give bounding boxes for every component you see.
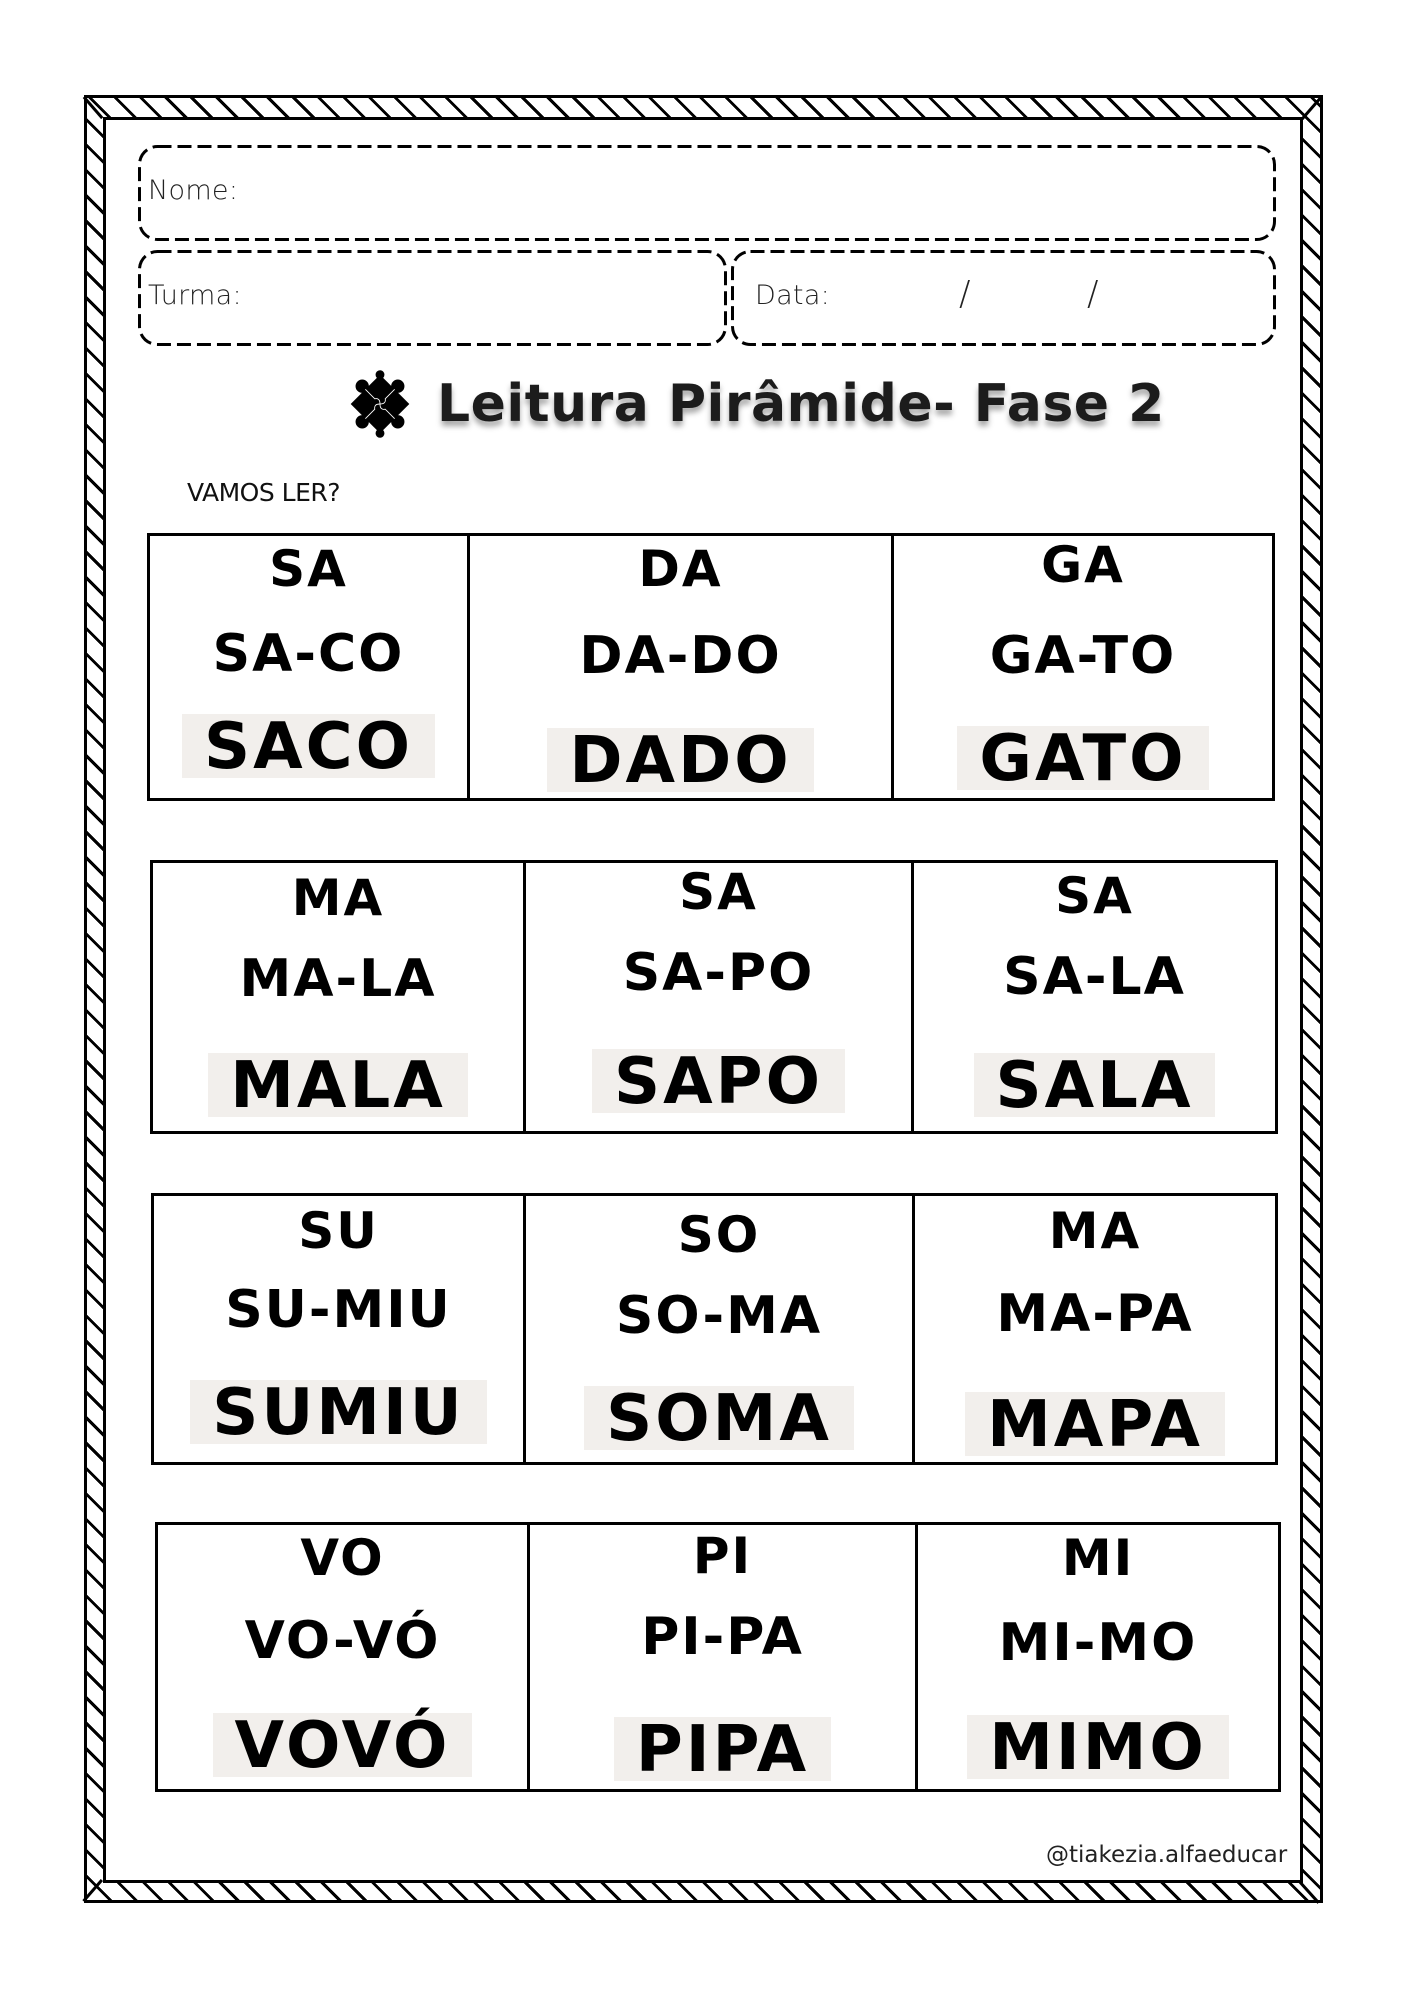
- word-wrap: [915, 1388, 1275, 1462]
- reading-cell: [153, 863, 526, 1131]
- page-title: [343, 362, 1165, 446]
- word-wrap: [918, 1711, 1278, 1785]
- syllable-split: DA-DO: [579, 626, 782, 686]
- name-label: Nome:: [148, 175, 239, 206]
- full-word: MALA: [208, 1053, 468, 1117]
- reading-cell: [914, 863, 1275, 1131]
- date-separator-month-year: /: [1087, 274, 1099, 314]
- full-word: SOMA: [584, 1386, 854, 1450]
- full-word: VOVÓ: [213, 1713, 473, 1777]
- word-wrap: [914, 1049, 1275, 1123]
- reading-cell: [894, 536, 1272, 798]
- syllable-split: VO-VÓ: [244, 1611, 441, 1671]
- puzzle-icon: [343, 366, 417, 442]
- full-word: SALA: [974, 1053, 1216, 1117]
- syllable: SO: [677, 1206, 761, 1264]
- date-separator-day-month: /: [959, 274, 971, 314]
- reading-cell: [526, 1196, 915, 1462]
- full-word: MIMO: [967, 1715, 1229, 1779]
- full-word: GATO: [957, 726, 1208, 790]
- reading-cell: [915, 1196, 1275, 1462]
- reading-cell: [918, 1525, 1278, 1789]
- title-text: Leitura Pirâmide- Fase 2: [437, 374, 1165, 434]
- word-wrap: [894, 722, 1272, 796]
- author-credit: @tiakezia.alfaeducar: [1046, 1842, 1288, 1868]
- full-word: MAPA: [965, 1392, 1225, 1456]
- syllable: MI: [1061, 1529, 1135, 1587]
- class-label: Turma:: [148, 280, 242, 311]
- word-wrap: [526, 1382, 912, 1456]
- syllable: GA: [1041, 536, 1125, 594]
- instruction-text: VAMOS LER?: [187, 478, 341, 507]
- word-wrap: [158, 1709, 527, 1783]
- word-wrap: [470, 724, 891, 798]
- name-field[interactable]: [138, 145, 1276, 241]
- reading-table-3: [151, 1193, 1278, 1465]
- word-wrap: [530, 1713, 915, 1787]
- syllable: MA: [291, 869, 385, 927]
- syllable: DA: [638, 540, 723, 598]
- reading-table-2: [150, 860, 1278, 1134]
- syllable: SA: [1055, 867, 1134, 925]
- full-word: SUMIU: [190, 1380, 487, 1444]
- syllable-split: SU-MIU: [225, 1280, 452, 1340]
- syllable-split: SA-CO: [212, 624, 405, 684]
- word-wrap: [526, 1045, 911, 1119]
- dashed-border: [138, 145, 1276, 241]
- syllable-split: SA-PO: [622, 943, 815, 1003]
- syllable-split: MI-MO: [998, 1613, 1198, 1673]
- syllable-split: MA-PA: [996, 1284, 1194, 1344]
- syllable-split: GA-TO: [989, 626, 1177, 686]
- class-field[interactable]: [138, 250, 727, 346]
- syllable: SA: [269, 540, 348, 598]
- full-word: PIPA: [614, 1717, 831, 1781]
- reading-cell: [530, 1525, 918, 1789]
- word-wrap: [153, 1049, 523, 1123]
- syllable: SU: [298, 1202, 379, 1260]
- date-label: Data:: [755, 280, 831, 311]
- reading-cell: [154, 1196, 526, 1462]
- syllable: MA: [1048, 1202, 1142, 1260]
- reading-cell: [158, 1525, 530, 1789]
- date-field[interactable]: [731, 250, 1276, 346]
- syllable-split: SO-MA: [615, 1286, 823, 1346]
- word-wrap: [154, 1376, 523, 1450]
- reading-cell: [150, 536, 470, 798]
- reading-cell: [526, 863, 914, 1131]
- syllable-split: PI-PA: [641, 1607, 804, 1667]
- word-wrap: [150, 710, 467, 784]
- syllable: SA: [679, 863, 758, 921]
- reading-table-4: [155, 1522, 1281, 1792]
- full-word: DADO: [547, 728, 813, 792]
- full-word: SACO: [182, 714, 435, 778]
- syllable: PI: [692, 1527, 753, 1585]
- syllable-split: SA-LA: [1003, 947, 1186, 1007]
- reading-cell: [470, 536, 894, 798]
- full-word: SAPO: [592, 1049, 845, 1113]
- syllable-split: MA-LA: [239, 949, 437, 1009]
- syllable: VO: [300, 1529, 385, 1587]
- reading-table-1: [147, 533, 1275, 801]
